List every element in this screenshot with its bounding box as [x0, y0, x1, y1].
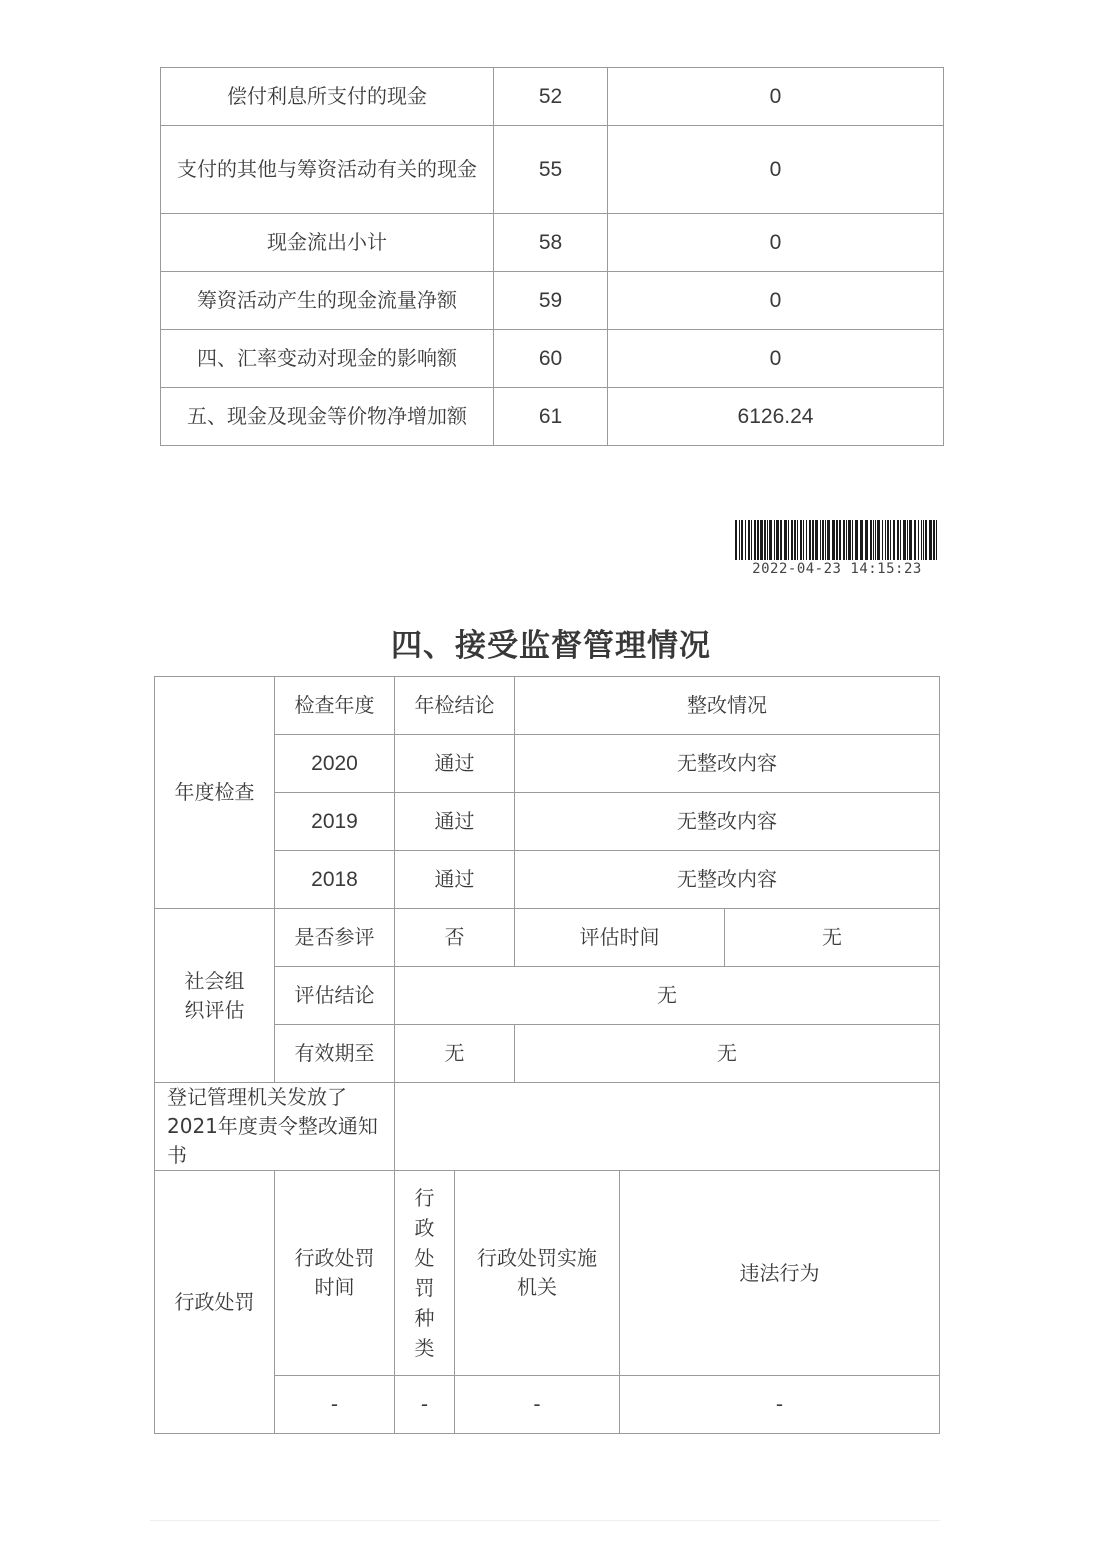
barcode-bar: [788, 520, 789, 560]
item-label: 支付的其他与筹资活动有关的现金: [161, 126, 494, 214]
amount: 0: [608, 68, 944, 126]
evaluation-time-value: 无: [725, 909, 940, 967]
inspection-year: 2018: [275, 851, 395, 909]
evaluation-conclusion-label: 评估结论: [275, 967, 395, 1025]
barcode-bar: [767, 520, 768, 560]
amount: 0: [608, 126, 944, 214]
item-label: 现金流出小计: [161, 214, 494, 272]
table-row: [155, 1171, 940, 1376]
barcode: [735, 520, 939, 560]
barcode-bar: [780, 520, 782, 560]
barcode-bar: [800, 520, 802, 560]
amount: 6126.24: [608, 388, 944, 446]
barcode-bar: [860, 520, 863, 560]
barcode-bar: [794, 520, 796, 560]
line-number: 55: [494, 126, 608, 214]
evaluation-time-label: 评估时间: [515, 909, 725, 967]
inspection-conclusion: 通过: [395, 793, 515, 851]
footer-divider: [150, 1520, 940, 1521]
item-label: 五、现金及现金等价物净增加额: [161, 388, 494, 446]
barcode-bar: [784, 520, 787, 560]
barcode-bar: [760, 520, 763, 560]
table-row: [161, 214, 944, 272]
penalty-type: -: [395, 1376, 455, 1434]
item-label: 四、汇率变动对现金的影响额: [161, 330, 494, 388]
barcode-bar: [741, 520, 743, 560]
inspection-year: 2019: [275, 793, 395, 851]
table-row: [155, 909, 940, 967]
barcode-bar: [825, 520, 826, 560]
evaluation-label: 社会组织评估: [155, 909, 275, 1083]
barcode-bar: [848, 520, 851, 560]
table-row: [155, 1083, 940, 1171]
line-number: 60: [494, 330, 608, 388]
inspection-conclusion: 通过: [395, 851, 515, 909]
barcode-bar: [882, 520, 883, 560]
table-row: [161, 388, 944, 446]
barcode-bar: [925, 520, 927, 560]
barcode-bar: [875, 520, 876, 560]
print-timestamp: 2022-04-23 14:15:23: [752, 561, 922, 577]
section-title: 四、接受监督管理情况: [391, 628, 711, 664]
barcode-bar: [803, 520, 804, 560]
barcode-bar: [748, 520, 750, 560]
amount: 0: [608, 330, 944, 388]
barcode-bar: [735, 520, 737, 560]
barcode-bar: [900, 520, 901, 560]
inspection-year: 2020: [275, 735, 395, 793]
barcode-bar: [933, 520, 935, 560]
valid-until-label: 有效期至: [275, 1025, 395, 1083]
cashflow-table: [160, 67, 944, 446]
barcode-bar: [903, 520, 906, 560]
barcode-bar: [791, 520, 793, 560]
table-row: [155, 677, 940, 735]
barcode-bar: [843, 520, 845, 560]
barcode-bar: [757, 520, 759, 560]
penalty-label: 行政处罚: [155, 1171, 275, 1434]
barcode-bar: [806, 520, 807, 560]
barcode-bar: [855, 520, 858, 560]
barcode-bar: [754, 520, 756, 560]
barcode-bar: [873, 520, 874, 560]
penalty-agency: -: [455, 1376, 620, 1434]
line-number: 59: [494, 272, 608, 330]
line-number: 52: [494, 68, 608, 126]
barcode-bar: [839, 520, 841, 560]
amount: 0: [608, 272, 944, 330]
barcode-bar: [870, 520, 872, 560]
barcode-bar: [846, 520, 847, 560]
barcode-bar: [893, 520, 895, 560]
table-row: [161, 126, 944, 214]
barcode-bar: [909, 520, 912, 560]
barcode-bar: [739, 520, 740, 560]
barcode-bar: [907, 520, 908, 560]
supervision-table: [154, 676, 940, 1434]
barcode-bar: [812, 520, 814, 560]
header-rectification: 整改情况: [515, 677, 940, 735]
inspection-conclusion: 通过: [395, 735, 515, 793]
barcode-bar: [836, 520, 838, 560]
rectification-status: 无整改内容: [515, 735, 940, 793]
valid-until-value: 无: [395, 1025, 515, 1083]
participated-value: 否: [395, 909, 515, 967]
evaluation-conclusion-value: 无: [395, 967, 940, 1025]
header-inspection-conclusion: 年检结论: [395, 677, 515, 735]
amount: 0: [608, 214, 944, 272]
table-row: [161, 330, 944, 388]
line-number: 61: [494, 388, 608, 446]
header-penalty-time: 行政处罚时间: [275, 1171, 395, 1376]
barcode-bar: [745, 520, 746, 560]
item-label: 偿付利息所支付的现金: [161, 68, 494, 126]
barcode-bar: [885, 520, 886, 560]
barcode-bar: [918, 520, 919, 560]
barcode-bar: [827, 520, 830, 560]
barcode-bar: [877, 520, 880, 560]
rectification-notice-value: [395, 1083, 940, 1171]
barcode-bar: [887, 520, 889, 560]
barcode-bar: [832, 520, 835, 560]
barcode-bar: [923, 520, 924, 560]
barcode-bar: [769, 520, 772, 560]
barcode-bar: [865, 520, 868, 560]
barcode-bar: [797, 520, 798, 560]
penalty-time: -: [275, 1376, 395, 1434]
participated-label: 是否参评: [275, 909, 395, 967]
barcode-bar: [820, 520, 821, 560]
rectification-status: 无整改内容: [515, 793, 940, 851]
item-label: 筹资活动产生的现金流量净额: [161, 272, 494, 330]
barcode-bar: [764, 520, 766, 560]
header-violation: 违法行为: [620, 1171, 940, 1376]
barcode-bar: [890, 520, 891, 560]
rectification-status: 无整改内容: [515, 851, 940, 909]
valid-until-extra: 无: [515, 1025, 940, 1083]
barcode-bar: [921, 520, 922, 560]
barcode-bar: [914, 520, 916, 560]
barcode-bar: [929, 520, 932, 560]
rectification-notice-label: 登记管理机关发放了2021年度责令整改通知书: [155, 1083, 395, 1171]
barcode-bar: [774, 520, 775, 560]
header-inspection-year: 检查年度: [275, 677, 395, 735]
table-row: [161, 272, 944, 330]
barcode-bar: [822, 520, 824, 560]
barcode-bar: [751, 520, 752, 560]
header-penalty-type: 行政处罚种类: [395, 1171, 455, 1376]
annual-inspection-label: 年度检查: [155, 677, 275, 909]
barcode-bar: [936, 520, 937, 560]
barcode-bar: [776, 520, 779, 560]
violation: -: [620, 1376, 940, 1434]
barcode-bar: [809, 520, 811, 560]
line-number: 58: [494, 214, 608, 272]
barcode-bar: [852, 520, 853, 560]
barcode-bar: [815, 520, 818, 560]
header-penalty-agency: 行政处罚实施机关: [455, 1171, 620, 1376]
table-row: [161, 68, 944, 126]
barcode-bar: [897, 520, 899, 560]
